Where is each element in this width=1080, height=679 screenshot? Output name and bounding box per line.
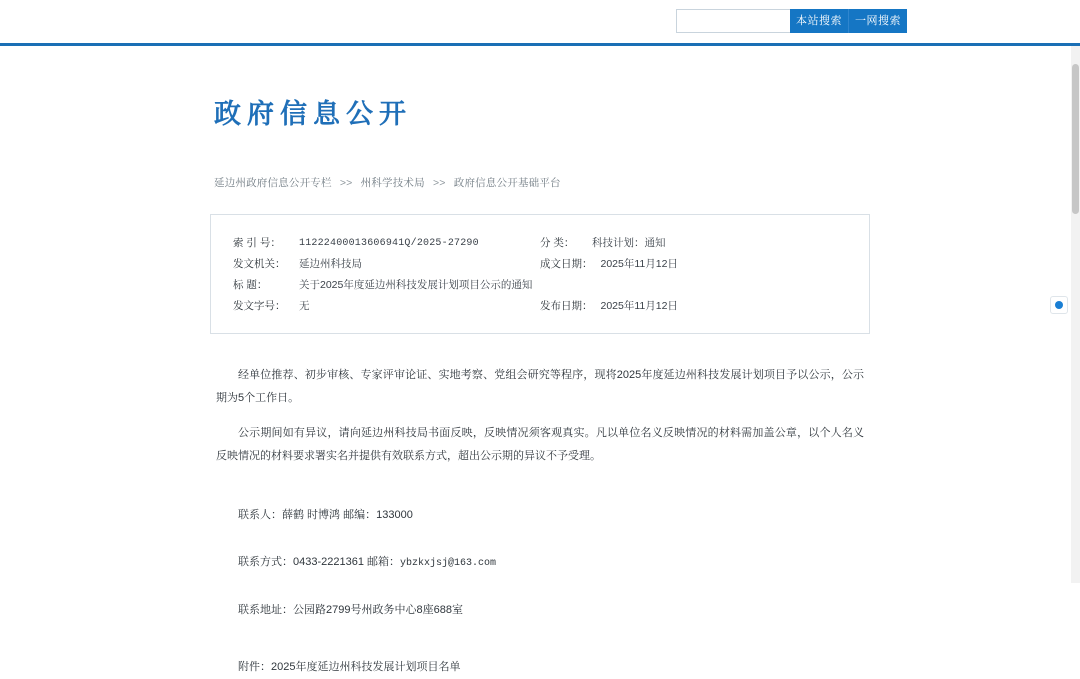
meta-label-category: 分 类：: [540, 237, 575, 249]
meta-cell-doc-number: [233, 296, 540, 317]
contact-email-value: ybzkxjsj@163.com: [400, 558, 497, 569]
top-search-bar: [0, 0, 1080, 46]
search-group: [676, 9, 907, 33]
meta-label-index: 索 引 号：: [233, 237, 281, 249]
breadcrumb-separator-1: >>: [432, 177, 446, 189]
content-column: [210, 46, 870, 679]
meta-cell-issuer: [233, 254, 540, 275]
meta-label-written-date: 成文日期：: [540, 258, 593, 270]
contact-phone-line: [216, 551, 864, 575]
article-paragraph-2: 公示期间如有异议，请向延边州科技局书面反映，反映情况须客观真实。凡以单位名义反映情况的材料需加盖公章，以个人名义反映情况的材料要求署实名并提供有效联系方式，超出公示期的异议不予受理。: [216, 427, 864, 462]
breadcrumb-separator-0: >>: [339, 177, 353, 189]
attachment-line[interactable]: 附件：2025年度延边州科技发展计划项目名单: [238, 661, 461, 673]
meta-label-publish-date: 发布日期：: [540, 300, 593, 312]
meta-cell-index: [233, 233, 540, 254]
breadcrumb-item-1[interactable]: 州科学技术局: [360, 177, 425, 189]
meta-cell-publish-date: [540, 296, 847, 317]
meta-cell-category: [540, 233, 847, 254]
page-body: [0, 46, 1080, 673]
meta-label-doc-number: 发文字号：: [233, 300, 286, 312]
scrollbar-thumb[interactable]: [1072, 64, 1079, 214]
contact-address-line: 联系地址：公园路2799号州政务中心8座688室: [238, 604, 463, 616]
meta-value-category: 科技计划：通知: [592, 237, 666, 249]
meta-value-publish-date: 2025年11月12日: [600, 300, 678, 312]
meta-value-written-date: 2025年11月12日: [600, 258, 678, 270]
network-search-button[interactable]: 一网搜索: [848, 9, 907, 33]
floating-action-widget[interactable]: [1050, 296, 1068, 314]
search-input[interactable]: [676, 9, 790, 33]
vertical-scrollbar[interactable]: [1071, 46, 1080, 583]
circle-icon: [1055, 301, 1063, 309]
meta-value-doc-title: 关于2025年度延边州科技发展计划项目公示的通知: [299, 279, 533, 291]
meta-label-doc-title: 标 题：: [233, 279, 268, 291]
site-search-button[interactable]: 本站搜索: [790, 9, 848, 33]
meta-row: [233, 254, 847, 275]
breadcrumb-item-0[interactable]: 延边州政府信息公开专栏: [214, 177, 332, 189]
breadcrumb-item-2[interactable]: 政府信息公开基础平台: [453, 177, 561, 189]
contact-phone-label: 联系方式：0433-2221361 邮箱：: [238, 556, 401, 568]
article-spacer: [216, 480, 864, 504]
meta-cell-written-date: [540, 254, 847, 275]
article-body: [210, 364, 870, 679]
meta-value-issuer: 延边州科技局: [299, 258, 362, 270]
contact-person-line: 联系人：薛鹤 时博鸿 邮编：133000: [238, 509, 413, 521]
meta-row: [233, 233, 847, 254]
article-paragraph-1: 经单位推荐、初步审核、专家评审论证、实地考察、党组会研究等程序，现将2025年度延边州科技发展计划项目予以公示，公示期为5个工作日。: [216, 369, 864, 404]
breadcrumb: [214, 175, 870, 190]
meta-cell-doc-title: [233, 275, 847, 296]
meta-label-issuer: 发文机关：: [233, 258, 286, 270]
meta-row: [233, 275, 847, 296]
meta-value-doc-number: 无: [299, 300, 310, 312]
meta-row: [233, 296, 847, 317]
document-meta-box: [210, 214, 870, 334]
page-title: 政府信息公开: [214, 99, 412, 130]
meta-value-index: 11222400013606941Q/2025-27290: [299, 238, 479, 249]
